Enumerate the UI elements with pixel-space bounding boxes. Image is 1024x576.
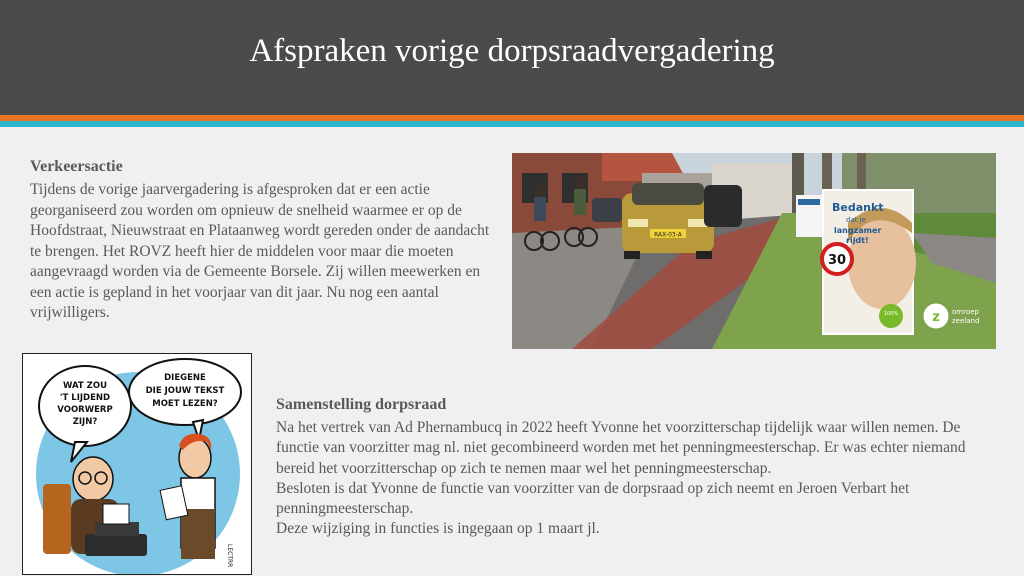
verkeersactie-body: Tijdens de vorige jaarvergadering is afgesproken dat er een actie georganiseerd zou worden om opnieuw de snelheid waarmee er op de Hoofdstraat, Nieuwstraat en Plataanweg wordt gereden onder de aandacht te brengen. Het ROVZ heeft hier de middelen voor maar die moeten aangevraagd worden via de Gemeente Borsele. Zij willen meewerken en een actie is gepland in het voorjaar van dit jaar. Nu nog een aantal vrijwilligers.: [30, 181, 490, 321]
verkeersactie-heading: Verkeersactie: [30, 158, 123, 175]
bubble-left-line4: ZIJN?: [72, 417, 98, 427]
slide-title: Afspraken vorige dorpsraadvergadering: [249, 33, 775, 69]
cartoonist-signature: LECTRR: [226, 544, 233, 568]
sign-text-datje: dat je: [846, 216, 866, 224]
bubble-left-line3: VOORWERP: [57, 405, 113, 415]
svg-text:z: z: [932, 310, 940, 325]
bubble-right-line2: DIE JOUW TEKST: [145, 386, 225, 396]
samenstelling-paragraph-3: Deze wijziging in functies is ingegaan op 1 maart jl.: [276, 520, 600, 538]
samenstelling-paragraph-1: Na het vertrek van Ad Phernambucq in 2022 heeft Yvonne het voorzitterschap tijdelijk waar willen nemen. De functie van voorzitter mag nl. niet gecombineerd worden met het penningmeesterschap. Er was echter niemand bereid het voorzitterschap op zich te nemen maar wel het penningmeesterschap.: [276, 419, 966, 477]
bubble-left-line2: 'T LIJDEND: [59, 393, 111, 403]
bubble-right-line3: MOET LEZEN?: [152, 399, 218, 409]
omroep-label: omroep: [952, 308, 979, 316]
accent-stripe-teal: [0, 121, 1024, 127]
speed-limit-sign: 30: [827, 253, 847, 268]
veilig-badge: 100%: [883, 311, 899, 317]
samenstelling-heading: Samenstelling dorpsraad: [276, 396, 447, 413]
sign-text-rijdt: rijdt!: [846, 236, 869, 245]
bubble-right-line1: DIEGENE: [164, 373, 206, 383]
cartoon-image: [22, 353, 252, 575]
sign-text-bedankt: Bedankt: [832, 201, 884, 214]
zeeland-label: zeeland: [952, 317, 980, 325]
license-plate: RAX-03-A: [654, 231, 682, 239]
samenstelling-body: [276, 418, 996, 540]
samenstelling-paragraph-2: Besloten is dat Yvonne de functie van voorzitter van de dorpsraad op zich neemt en Jeroen Verbart het penningmeesterschap.: [276, 479, 910, 518]
traffic-campaign-photo: [512, 153, 996, 349]
bubble-left-line1: WAT ZOU: [63, 381, 107, 391]
sign-text-langzamer: langzamer: [834, 226, 882, 235]
